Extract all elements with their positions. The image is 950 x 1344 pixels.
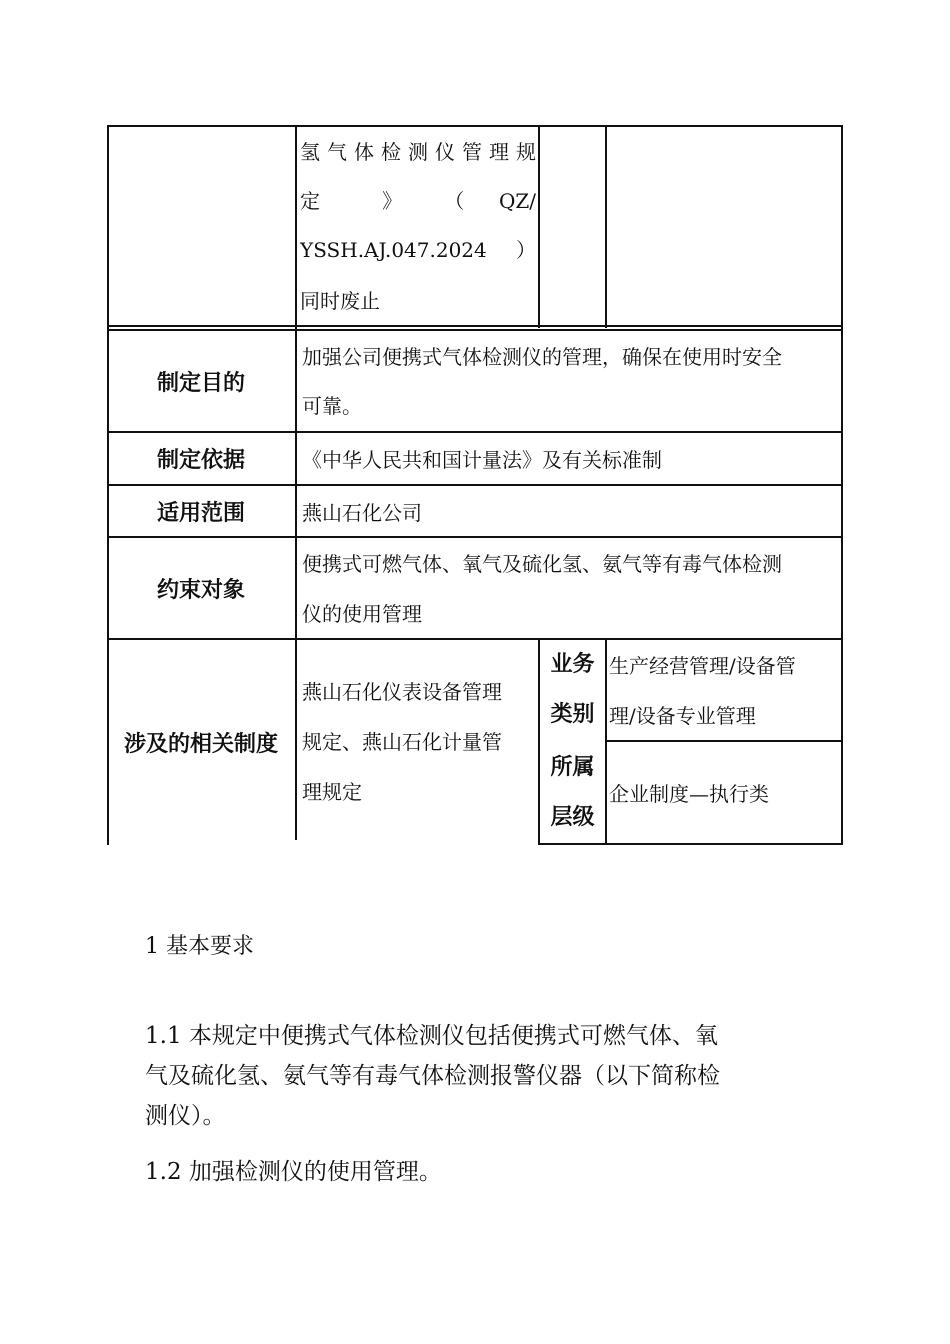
- value-line: 规定、燕山石化计量管: [302, 730, 502, 754]
- paragraph-1-2: 1.2 加强检测仪的使用管理。: [145, 1159, 442, 1185]
- value-line: 企业制度—执行类: [609, 782, 769, 806]
- value-line: 燕山石化仪表设备管理: [302, 680, 502, 704]
- label-biz-category: [540, 640, 605, 740]
- label-line: 业务: [550, 652, 595, 677]
- label-basis: 制定依据: [156, 448, 245, 473]
- label-level: [540, 742, 605, 843]
- cont-cell: [300, 128, 536, 327]
- value-level: [607, 742, 841, 843]
- label-scope: 适用范围: [156, 500, 245, 526]
- cont-line: 定 》 （ QZ/: [300, 189, 536, 213]
- value-related: [297, 667, 537, 817]
- label-related: 涉及的相关制度: [123, 732, 278, 757]
- value-purpose: [297, 331, 841, 429]
- value-line: 燕山石化公司: [302, 500, 422, 525]
- paragraph-line: 1.1 本规定中便携式气体检测仪包括便携式可燃气体、氧: [145, 1023, 718, 1049]
- value-line: 生产经营管理/设备管: [609, 654, 796, 678]
- value-line: 《中华人民共和国计量法》及有关标准制: [302, 448, 662, 472]
- paragraph-line: 气及硫化氢、氨气等有毒气体检测报警仪器（以下简称检: [145, 1063, 720, 1089]
- value-line: 仪的使用管理: [302, 602, 422, 626]
- paragraph-line: 测仪）。: [145, 1103, 226, 1129]
- value-line: 加强公司便携式气体检测仪的管理，确保在使用时安全: [302, 345, 782, 369]
- cont-line: 氢气体检测仪管理规: [300, 140, 536, 164]
- value-scope: [297, 486, 841, 536]
- cont-line: YSSH.AJ.047.2024）: [300, 238, 536, 262]
- label-line: 层级: [550, 804, 595, 830]
- paragraph-1-1: [145, 1016, 815, 1136]
- section-heading: 1 基本要求: [145, 934, 254, 959]
- value-line: 便携式可燃气体、氧气及硫化氢、氨气等有毒气体检测: [302, 552, 782, 576]
- value-line: 理规定: [302, 780, 362, 804]
- label-target: 约束对象: [156, 577, 245, 603]
- value-line: 理/设备专业管理: [609, 704, 756, 728]
- label-line: 所属: [550, 754, 595, 780]
- label-purpose: 制定目的: [156, 370, 245, 396]
- cont-line: 同时废止: [300, 289, 380, 313]
- value-biz-category: [607, 640, 841, 740]
- value-basis: [297, 433, 841, 484]
- value-target: [297, 538, 841, 638]
- label-line: 类别: [550, 702, 595, 727]
- value-line: 可靠。: [302, 394, 362, 418]
